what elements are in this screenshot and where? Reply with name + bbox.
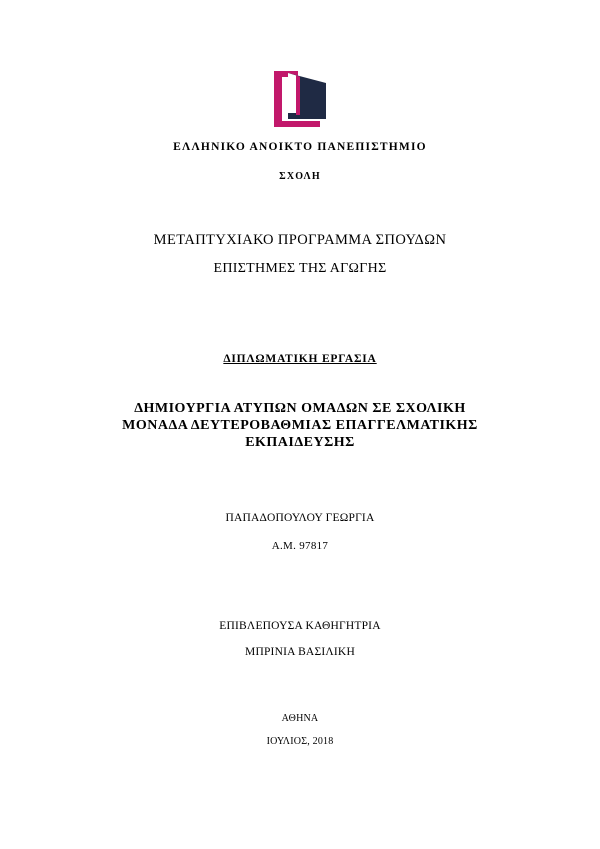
date: ΙΟΥΛΙΟΣ, 2018 [266,736,334,747]
logo-magenta-edge [296,76,300,116]
thesis-title-line: ΜΟΝΑΔΑ ΔΕΥΤΕΡΟΒΑΘΜΙΑΣ ΕΠΑΓΓΕΛΜΑΤΙΚΗΣ [122,418,478,433]
school-name: ΣΧΟΛΗ [279,171,321,182]
thesis-title-line: ΕΚΠΑΙΔΕΥΣΗΣ [245,435,355,450]
supervisor-name: ΜΠΡΙΝΙΑ ΒΑΣΙΛΙΚΗ [245,646,355,658]
university-name: ΕΛΛΗΝΙΚΟ ΑΝΟΙΚΤΟ ΠΑΝΕΠΙΣΤΗΜΙΟ [173,141,427,153]
program-name: ΜΕΤΑΠΤΥΧΙΑΚΟ ΠΡΟΓΡΑΜΜΑ ΣΠΟΥΔΩΝ [153,232,447,248]
registration-number: Α.Μ. 97817 [271,540,329,552]
field-name: ΕΠΙΣΤΗΜΕΣ ΤΗΣ ΑΓΩΓΗΣ [213,261,387,276]
supervisor-label: ΕΠΙΒΛΕΠΟΥΣΑ ΚΑΘΗΓΗΤΡΙΑ [219,620,381,632]
city: ΑΘΗΝΑ [281,713,319,724]
thesis-label: ΔΙΠΛΩΜΑΤΙΚΗ ΕΡΓΑΣΙΑ [223,353,377,365]
author-name: ΠΑΠΑΔΟΠΟΥΛΟΥ ΓΕΩΡΓΙΑ [225,512,375,524]
thesis-title [0,400,600,451]
thesis-title-line: ΔΗΜΙΟΥΡΓΙΑ ΑΤΥΠΩΝ ΟΜΑΔΩΝ ΣΕ ΣΧΟΛΙΚΗ [134,401,466,416]
university-logo-icon [274,71,328,127]
